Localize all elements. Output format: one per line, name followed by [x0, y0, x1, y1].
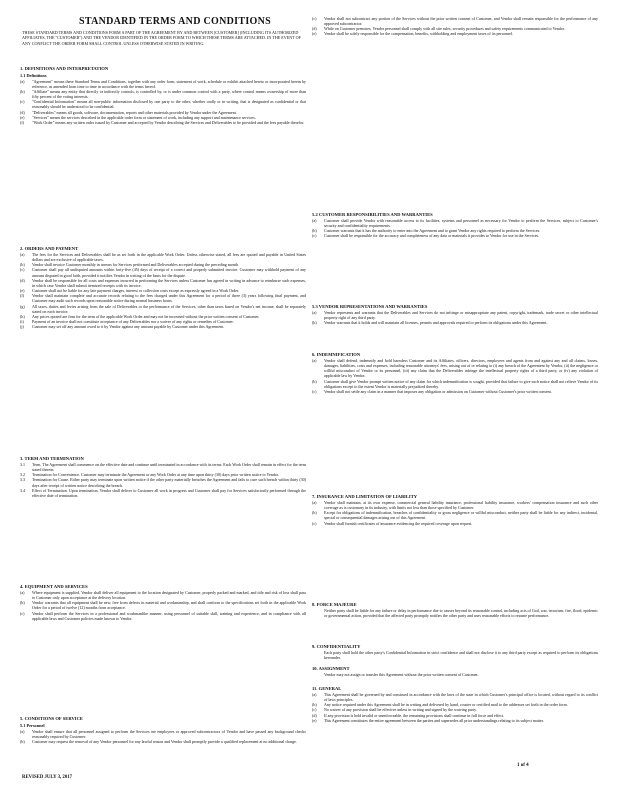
- clause-label: (c): [20, 267, 25, 273]
- clause-label: 3.2: [20, 472, 25, 478]
- clause-item: [312, 500, 598, 510]
- page-number: 1 of 4: [517, 763, 529, 768]
- clause-text: Except for obligations of indemnification, breaches of confidentiality or gross negligence or willful misconduct, neither party shall be liable for any indirect, incidental, special or consequential damages arising out of this Agreement.: [324, 510, 598, 521]
- section-heading: 6. INDEMNIFICATION: [312, 352, 361, 357]
- clause-text: Vendor shall be solely responsible for the compensation, benefits, withholding and employment taxes of its personnel.: [324, 31, 514, 37]
- clause-text: "Agreement" means these Standard Terms and Conditions, together with any order form, statement of work, schedule or exhibit attached hereto or incorporated herein by reference, as amended from time to time in accordance with the terms hereof.: [32, 78, 306, 89]
- section: [312, 602, 598, 618]
- clause-item: [312, 233, 598, 238]
- clause-text: Customer shall be responsible for the accuracy and completeness of any data or materials it provides to Vendor for use in the Services.: [324, 233, 540, 239]
- clause-label: (c): [312, 388, 317, 394]
- clause-item: [312, 31, 598, 36]
- clause-text: Vendor shall invoice Customer monthly in arrears for Services performed and Deliverables accepted during the preceding month.: [32, 262, 239, 268]
- clause-label: (a): [312, 310, 317, 315]
- clause-item: [312, 510, 598, 520]
- clause-item: [312, 692, 598, 702]
- document-title: STANDARD TERMS AND CONDITIONS: [79, 16, 271, 27]
- section-heading: 10. ASSIGNMENT: [312, 666, 350, 671]
- clause-label: (b): [20, 738, 25, 744]
- clause-label: (d): [20, 109, 25, 115]
- clause-label: (b): [20, 600, 25, 606]
- clause-item: [20, 278, 306, 288]
- clause-item: [20, 488, 306, 498]
- clause-item: [20, 293, 306, 303]
- clause-label: (g): [20, 303, 25, 309]
- clause-label: [312, 672, 324, 677]
- section: [20, 584, 306, 621]
- clause-item: [312, 379, 598, 389]
- section-subheading: 5.1 Personnel: [20, 723, 45, 728]
- clause-text: Neither party shall be liable for any failure or delay in performance due to causes beyond its reasonable control, including acts of God, war, terrorism, fire, flood, epidemic or governmental action, provided that the affected party promptly notifies the other party and uses reasonable efforts to resume performance.: [324, 608, 598, 619]
- clause-text: The fees for the Services and Deliverables shall be as set forth in the applicable Work Order. Unless otherwise stated, all fees are quoted and payable in United States dollars and are exclusive of applicable taxes.: [32, 252, 306, 263]
- section: [312, 644, 598, 660]
- clause-label: (c): [312, 233, 317, 239]
- clause-item: [20, 99, 306, 109]
- clause-item: [20, 739, 306, 744]
- clause-label: (b): [312, 510, 317, 516]
- clause-item: [312, 218, 598, 228]
- clause-item: [312, 672, 598, 677]
- clause-item: [312, 521, 598, 526]
- section: [20, 246, 306, 329]
- clause-text: If any provision is held invalid or unenforceable, the remaining provisions shall continue in full force and effect.: [324, 712, 504, 718]
- clause-text: Customer shall pay all undisputed amounts within forty-five (45) days of receipt of a correct and properly submitted invoice. Customer may withhold payment of any amount disputed in good faith, provided it notifies Vendor in writing of the basis for the dispute.: [32, 267, 306, 278]
- clause-label: (e): [20, 288, 25, 294]
- clause-label: (a): [20, 590, 25, 595]
- clause-label: (j): [20, 324, 24, 330]
- clause-text: While on Customer premises, Vendor personnel shall comply with all site rules, security procedures and safety requirements communicated to Vendor.: [324, 26, 565, 32]
- section: [20, 716, 306, 744]
- clause-item: [312, 16, 598, 26]
- clause-label: (a): [312, 358, 317, 363]
- clause-text: Customer may set off any amount owed to it by Vendor against any amount payable by Customer under this Agreement.: [32, 324, 225, 330]
- clause-text: "Affiliate" means any entity that directly or indirectly controls, is controlled by, or is under common control with a party, where control means ownership of more than fifty percent of the voting interests.: [32, 88, 306, 100]
- clause-text: All taxes, duties and levies arising from the sale of Deliverables or the performance of the Services, other than taxes based on Vendor's net income, shall be separately stated on each invoice.: [32, 303, 306, 314]
- clause-text: Vendor shall maintain, at its own expense, commercial general liability insurance, professional liability insurance, workers' compensation insurance and such other coverage as is customary in its industry, with limits not less than those specified by Customer.: [324, 500, 598, 511]
- clause-text: Vendor shall defend, indemnify and hold harmless Customer and its Affiliates, officers, directors, employees and agents from and against any and all claims, losses, damages, liabilities, costs and expenses, including reasonable attorneys' fees, arising out of or relating to (i) any breach of the Agreement by Vendor, (ii) the negligence or willful misconduct of Vendor or its personnel, (iii) any claim that the Deliverables infringe the intellectual property rights of a third party, or (iv) any violation of applicable law by Vendor.: [324, 358, 598, 379]
- clause-label: (e): [312, 717, 317, 723]
- section-heading: 5. CONDITIONS OF SERVICE: [20, 716, 83, 721]
- section-heading: 5.3 VENDOR REPRESENTATIONS AND WARRANTIES: [312, 304, 428, 309]
- clause-text: Customer shall not be liable for any late payment charges, interest or collection costs except as expressly agreed in a Work Order.: [32, 288, 240, 294]
- clause-label: (b): [312, 320, 317, 326]
- clause-item: [20, 267, 306, 277]
- section-subheading: 1.1 Definitions: [20, 73, 47, 78]
- clause-text: Vendor warrants that all equipment shall be new, free from defects in material and workmanship, and shall conform to the specifications set forth in the applicable Work Order for a period of twelve (12) months from acceptance.: [32, 600, 306, 611]
- clause-text: Termination for Convenience. Customer may terminate the Agreement or any Work Order at any time upon thirty (30) days prior written notice to Vendor.: [32, 472, 279, 478]
- clause-label: (b): [312, 228, 317, 234]
- clause-label: 3.4: [20, 487, 25, 493]
- clause-label: (a): [20, 78, 25, 84]
- clause-item: [20, 462, 306, 472]
- clause-text: "Work Order" means any written order issued by Customer and accepted by Vendor describing the Services and Deliverables to be provided and the fees payable therefor.: [32, 119, 305, 125]
- clause-text: Each party shall hold the other party's Confidential Information in strict confidence and shall not disclose it to any third party except as required to perform its obligations hereunder.: [324, 650, 598, 661]
- clause-label: (b): [312, 702, 317, 708]
- clause-text: Term. The Agreement shall commence on the effective date and continue until terminated in accordance with its terms. Each Work Order shall remain in effect for the term stated therein.: [32, 462, 306, 473]
- section-heading: 11. GENERAL: [312, 686, 342, 691]
- clause-item: [20, 600, 306, 610]
- clause-label: 3.3: [20, 477, 25, 483]
- clause-text: Vendor shall not subcontract any portion of the Services without the prior written consent of Customer, and Vendor shall remain responsible for the performance of any approved subcontractor.: [324, 16, 598, 27]
- clause-text: Customer shall give Vendor prompt written notice of any claim for which indemnification is sought, provided that failure to give such notice shall not relieve Vendor of its obligations except to the extent Vendor is materially prejudiced thereby.: [324, 378, 598, 389]
- clause-item: [20, 120, 306, 125]
- clause-label: [312, 608, 324, 618]
- clause-text: "Confidential Information" means all non-public information disclosed by one party to the other, whether orally or in writing, that is designated as confidential or that reasonably should be understood to be confidential.: [32, 99, 306, 110]
- clause-item: [20, 252, 306, 262]
- section-heading: 9. CONFIDENTIALITY: [312, 644, 361, 649]
- clause-text: Vendor shall maintain complete and accurate records relating to the fees charged under this Agreement for a period of three (3) years following final payment, and Customer may audit such records upon reasonable notice during normal business hours.: [32, 293, 306, 304]
- clause-label: (c): [20, 99, 25, 105]
- clause-item: [312, 310, 598, 320]
- clause-item: [20, 729, 306, 739]
- clause-text: Customer shall provide Vendor with reasonable access to its facilities, systems and personnel as necessary for Vendor to perform the Services, subject to Customer's security and confidentiality requirements.: [324, 218, 598, 229]
- clause-text: "Services" means the services described in the applicable order form or statement of work, including any support and maintenance services.: [32, 114, 256, 120]
- clause-text: Where equipment is supplied, Vendor shall deliver all equipment to the location designated by Customer, properly packed and marked, and title and risk of loss shall pass to Customer only upon acceptance at the delivery location.: [32, 590, 306, 601]
- revision-date: REVISED JULY 3, 2017: [22, 775, 73, 780]
- section: [312, 16, 598, 37]
- clause-item: [312, 718, 598, 723]
- clause-item: [312, 650, 598, 660]
- section-heading: 4. EQUIPMENT AND SERVICES: [20, 584, 88, 589]
- clause-label: (c): [312, 520, 317, 526]
- clause-label: (a): [312, 500, 317, 505]
- clause-text: Payment of an invoice shall not constitute acceptance of any Deliverables nor a waiver of any rights or remedies of Customer.: [32, 319, 234, 325]
- clause-label: (b): [20, 262, 25, 268]
- clause-item: [20, 477, 306, 487]
- section: [312, 212, 598, 239]
- clause-item: [312, 608, 598, 618]
- clause-label: (f): [20, 119, 24, 125]
- clause-label: (e): [312, 31, 317, 37]
- clause-text: Customer may request the removal of any Vendor personnel for any lawful reason and Vendor shall promptly provide a qualified replacement at no additional charge.: [32, 738, 297, 744]
- section: [312, 686, 598, 723]
- section-heading: 1. DEFINITIONS AND INTERPRETATION: [20, 66, 109, 71]
- clause-item: [20, 79, 306, 89]
- clause-text: This Agreement shall be governed by and construed in accordance with the laws of the state in which Customer's principal office is located, without regard to its conflict of laws principles.: [324, 692, 598, 703]
- clause-item: [312, 389, 598, 394]
- clause-label: (b): [20, 88, 25, 94]
- clause-item: [20, 324, 306, 329]
- clause-label: (i): [20, 319, 24, 325]
- clause-text: Customer warrants that it has the authority to enter into the Agreement and to grant Vendor any rights required to perform the Services.: [324, 228, 541, 234]
- clause-item: [20, 304, 306, 314]
- clause-text: Termination for Cause. Either party may terminate upon written notice if the other party materially breaches the Agreement and fails to cure such breach within thirty (30) days after receipt of written notice describing the breach.: [32, 477, 306, 488]
- clause-text: Any notice required under this Agreement shall be in writing and delivered by hand, courier or certified mail to the addresses set forth in the order form.: [324, 702, 568, 708]
- clause-label: (c): [312, 16, 317, 21]
- clause-text: This Agreement constitutes the entire agreement between the parties and supersedes all prior understandings relating to its subject matter.: [324, 717, 544, 723]
- clause-text: Vendor warrants that it holds and will maintain all licenses, permits and approvals required to perform its obligations under this Agreement.: [324, 320, 548, 326]
- clause-label: (c): [20, 610, 25, 616]
- clause-label: (d): [312, 26, 317, 32]
- section-heading: 3. TERM AND TERMINATION: [20, 456, 84, 461]
- clause-text: Vendor shall furnish certificates of insurance evidencing the required coverage upon request.: [324, 520, 473, 526]
- clause-item: [312, 320, 598, 325]
- clause-label: 3.1: [20, 462, 25, 467]
- clause-label: (h): [20, 313, 25, 319]
- section: [20, 66, 306, 125]
- clause-label: (a): [20, 728, 25, 734]
- section: [312, 666, 598, 677]
- clause-text: Vendor shall perform the Services in a professional and workmanlike manner, using personnel of suitable skill, training and experience, and in compliance with all applicable laws and Customer policies made known to Vendor.: [32, 610, 306, 621]
- section: [312, 304, 598, 325]
- clause-label: (d): [20, 277, 25, 283]
- intro-paragraph: THESE STANDARD TERMS AND CONDITIONS FORM A PART OF THE AGREEMENT BY AND BETWEEN [CUSTOMER] (INCLUDING ITS AUTHORIZED AFFILIATES, THE "CUSTOMER") AND THE VENDOR IDENTIFIED IN THE ORDER FORM TO WHICH THESE TERMS ARE ATTACHED. IN THE EVENT OF ANY CONFLICT THE ORDER FORM SHALL CONTROL UNLESS OTHERWISE STATED IN WRITING.: [22, 30, 301, 46]
- clause-item: [20, 611, 306, 621]
- clause-text: Vendor represents and warrants that the Deliverables and Services do not infringe or misappropriate any patent, copyright, trademark, trade secret or other intellectual property right of any third party.: [324, 310, 598, 321]
- clause-text: Effect of Termination. Upon termination, Vendor shall deliver to Customer all work in progress and Customer shall pay for Services satisfactorily performed through the effective date of termination.: [32, 487, 306, 498]
- section: [312, 494, 598, 526]
- clause-text: Any prices quoted are firm for the term of the applicable Work Order and may not be increased without the prior written consent of Customer.: [32, 313, 260, 319]
- clause-text: Vendor shall ensure that all personnel assigned to perform the Services are employees or approved subcontractors of Vendor and have passed any background checks reasonably required by Customer.: [32, 728, 306, 739]
- section-heading: 5.2 CUSTOMER RESPONSIBILITIES AND WARRANTIES: [312, 212, 433, 217]
- section-heading: 7. INSURANCE AND LIMITATION OF LIABILITY: [312, 494, 418, 499]
- clause-label: (c): [312, 707, 317, 713]
- clause-label: [312, 650, 324, 660]
- clause-text: Vendor may not assign or transfer this Agreement without the prior written consent of Customer.: [324, 672, 479, 677]
- clause-item: [312, 358, 598, 379]
- clause-label: (a): [312, 218, 317, 223]
- clause-text: "Deliverables" means all goods, software, documentation, reports and other materials provided by Vendor under the Agreement.: [32, 109, 237, 115]
- clause-text: Vendor shall not settle any claim in a manner that imposes any obligation or admission on Customer without Customer's prior written consent.: [324, 388, 552, 394]
- clause-label: (a): [20, 252, 25, 257]
- section-heading: 2. ORDERS AND PAYMENT: [20, 246, 79, 251]
- clause-item: [20, 89, 306, 99]
- clause-item: [20, 590, 306, 600]
- clause-label: (e): [20, 114, 25, 120]
- clause-text: No waiver of any provision shall be effective unless in writing and signed by the waiving party.: [324, 707, 477, 713]
- clause-label: (d): [312, 712, 317, 718]
- clause-label: (f): [20, 293, 24, 299]
- section: [20, 456, 306, 498]
- clause-label: (a): [312, 692, 317, 697]
- clause-label: (b): [312, 378, 317, 384]
- section-heading: 8. FORCE MAJEURE: [312, 602, 357, 607]
- clause-text: Vendor shall be responsible for all costs and expenses incurred in performing the Services unless Customer has agreed in writing in advance to reimburse such expenses, in which case Vendor shall submit itemized receipts with its invoice.: [32, 277, 306, 288]
- section: [312, 352, 598, 394]
